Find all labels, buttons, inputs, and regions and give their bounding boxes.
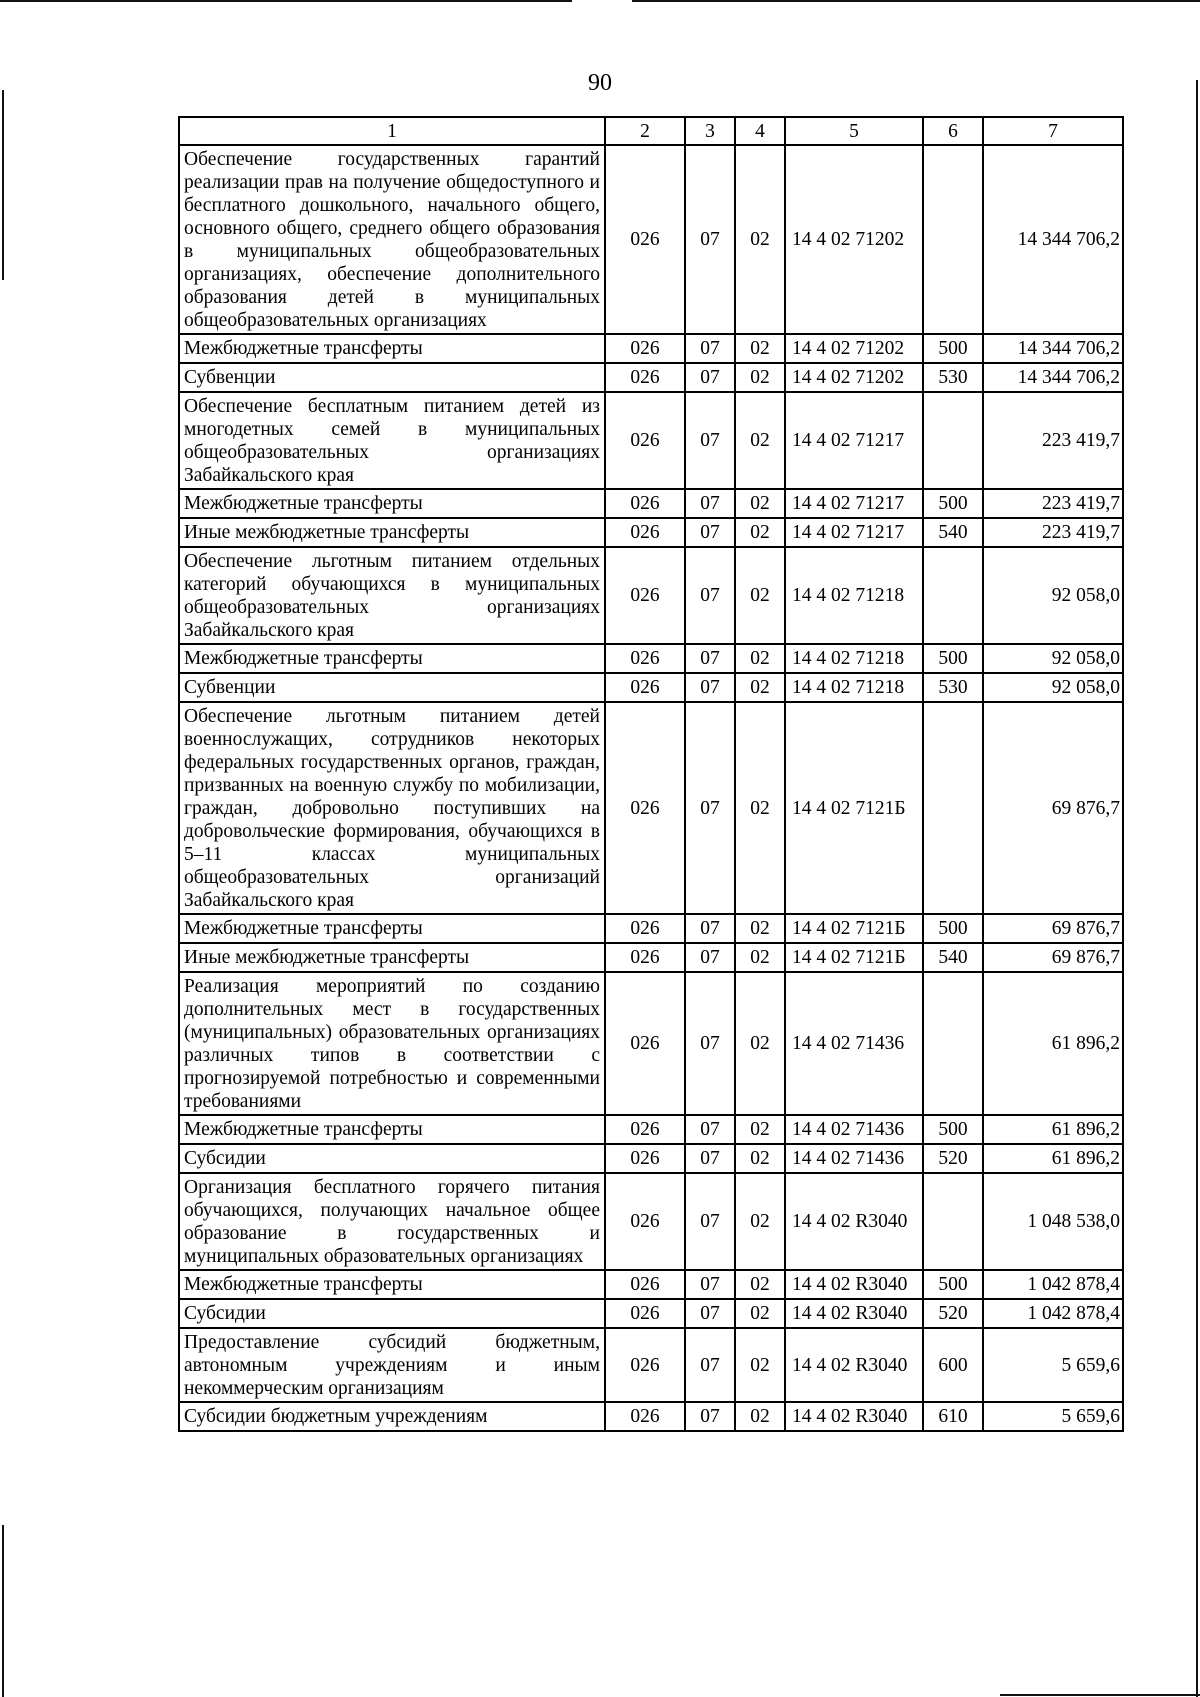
table-row: [179, 673, 1123, 702]
scan-edge-top-left: [0, 0, 572, 2]
row-expense-type: 540: [923, 518, 983, 547]
row-section-code: 07: [685, 392, 735, 489]
row-subsection-code: 02: [735, 943, 785, 972]
row-expense-type: 520: [923, 1144, 983, 1173]
row-subsection-code: 02: [735, 334, 785, 363]
row-amount: 223 419,7: [983, 518, 1123, 547]
row-admin-code: 026: [605, 1402, 685, 1431]
row-expense-type: 600: [923, 1328, 983, 1402]
row-amount: 61 896,2: [983, 1144, 1123, 1173]
table-row: [179, 334, 1123, 363]
row-admin-code: 026: [605, 1115, 685, 1144]
row-target-article: 14 4 02 71217: [785, 489, 923, 518]
row-admin-code: 026: [605, 914, 685, 943]
table-row: [179, 914, 1123, 943]
row-expense-type: 530: [923, 363, 983, 392]
row-section-code: 07: [685, 1299, 735, 1328]
row-description: Межбюджетные трансферты: [179, 489, 605, 518]
row-description: Субсидии: [179, 1299, 605, 1328]
row-subsection-code: 02: [735, 972, 785, 1115]
header-row: [179, 117, 1123, 145]
row-target-article: 14 4 02 7121Б: [785, 943, 923, 972]
row-subsection-code: 02: [735, 1115, 785, 1144]
row-amount: 69 876,7: [983, 702, 1123, 914]
row-amount: 223 419,7: [983, 489, 1123, 518]
table-row: [179, 644, 1123, 673]
row-admin-code: 026: [605, 363, 685, 392]
row-admin-code: 026: [605, 943, 685, 972]
row-expense-type: [923, 145, 983, 334]
row-section-code: 07: [685, 972, 735, 1115]
budget-table: [178, 116, 1124, 1432]
row-expense-type: [923, 1173, 983, 1270]
row-subsection-code: 02: [735, 914, 785, 943]
row-target-article: 14 4 02 71218: [785, 547, 923, 644]
row-description: Иные межбюджетные трансферты: [179, 943, 605, 972]
row-target-article: 14 4 02 71436: [785, 1144, 923, 1173]
row-section-code: 07: [685, 334, 735, 363]
row-admin-code: 026: [605, 673, 685, 702]
row-section-code: 07: [685, 702, 735, 914]
row-description: Обеспечение льготным питанием детей военнослужащих, сотрудников некоторых федеральных государственных органов, граждан, призванных на военную службу по мобилизации, граждан, добровольно поступивших на добровольческие формирования, обучающихся в 5–11 классах муниципальных общеобразовательных организаций Забайкальского края: [179, 702, 605, 914]
table-row: [179, 1173, 1123, 1270]
row-expense-type: 500: [923, 1115, 983, 1144]
row-description: Субвенции: [179, 673, 605, 702]
row-admin-code: 026: [605, 702, 685, 914]
row-admin-code: 026: [605, 644, 685, 673]
table-row: [179, 392, 1123, 489]
table-row: [179, 547, 1123, 644]
row-description: Субсидии бюджетным учреждениям: [179, 1402, 605, 1431]
row-description: Субвенции: [179, 363, 605, 392]
row-target-article: 14 4 02 7121Б: [785, 914, 923, 943]
row-amount: 1 048 538,0: [983, 1173, 1123, 1270]
row-subsection-code: 02: [735, 1173, 785, 1270]
row-amount: 61 896,2: [983, 972, 1123, 1115]
row-admin-code: 026: [605, 1328, 685, 1402]
row-expense-type: 530: [923, 673, 983, 702]
row-subsection-code: 02: [735, 392, 785, 489]
row-subsection-code: 02: [735, 547, 785, 644]
row-description: Межбюджетные трансферты: [179, 334, 605, 363]
row-subsection-code: 02: [735, 145, 785, 334]
row-admin-code: 026: [605, 1270, 685, 1299]
header-col-3: 3: [685, 117, 735, 145]
row-expense-type: 540: [923, 943, 983, 972]
row-admin-code: 026: [605, 1299, 685, 1328]
row-subsection-code: 02: [735, 363, 785, 392]
row-subsection-code: 02: [735, 1328, 785, 1402]
row-target-article: 14 4 02 R3040: [785, 1299, 923, 1328]
scan-edge-bottom-right: [1000, 1694, 1200, 1696]
row-amount: 223 419,7: [983, 392, 1123, 489]
header-col-7: 7: [983, 117, 1123, 145]
row-expense-type: 500: [923, 489, 983, 518]
row-section-code: 07: [685, 644, 735, 673]
row-section-code: 07: [685, 943, 735, 972]
table-row: [179, 943, 1123, 972]
row-target-article: 14 4 02 R3040: [785, 1328, 923, 1402]
row-section-code: 07: [685, 363, 735, 392]
row-amount: 5 659,6: [983, 1402, 1123, 1431]
table-row: [179, 1144, 1123, 1173]
header-col-6: 6: [923, 117, 983, 145]
row-admin-code: 026: [605, 334, 685, 363]
row-expense-type: [923, 392, 983, 489]
row-description: Обеспечение бесплатным питанием детей из многодетных семей в муниципальных общеобразовательных организациях Забайкальского края: [179, 392, 605, 489]
row-amount: 92 058,0: [983, 547, 1123, 644]
row-subsection-code: 02: [735, 489, 785, 518]
row-admin-code: 026: [605, 489, 685, 518]
row-description: Обеспечение государственных гарантий реализации прав на получение общедоступного и бесплатного дошкольного, начального общего, основного общего, среднего общего образования в муниципальных общеобразовательных организациях, обеспечение дополнительного образования детей в муниципальных общеобразовательных организациях: [179, 145, 605, 334]
row-section-code: 07: [685, 1115, 735, 1144]
row-amount: 69 876,7: [983, 943, 1123, 972]
row-amount: 92 058,0: [983, 644, 1123, 673]
row-target-article: 14 4 02 R3040: [785, 1270, 923, 1299]
table-row: [179, 702, 1123, 914]
scan-edge-right: [1196, 80, 1198, 1697]
row-amount: 69 876,7: [983, 914, 1123, 943]
table-row: [179, 1328, 1123, 1402]
row-admin-code: 026: [605, 518, 685, 547]
row-target-article: 14 4 02 71436: [785, 1115, 923, 1144]
row-admin-code: 026: [605, 547, 685, 644]
row-description: Межбюджетные трансферты: [179, 1270, 605, 1299]
row-amount: 1 042 878,4: [983, 1270, 1123, 1299]
row-description: Обеспечение льготным питанием отдельных категорий обучающихся в муниципальных общеобразовательных организациях Забайкальского края: [179, 547, 605, 644]
row-section-code: 07: [685, 1173, 735, 1270]
row-subsection-code: 02: [735, 644, 785, 673]
row-subsection-code: 02: [735, 1402, 785, 1431]
row-admin-code: 026: [605, 1173, 685, 1270]
row-amount: 5 659,6: [983, 1328, 1123, 1402]
row-section-code: 07: [685, 1270, 735, 1299]
table-row: [179, 1115, 1123, 1144]
scan-edge-left: [2, 90, 4, 280]
row-section-code: 07: [685, 489, 735, 518]
row-amount: 14 344 706,2: [983, 145, 1123, 334]
row-section-code: 07: [685, 673, 735, 702]
row-target-article: 14 4 02 71217: [785, 392, 923, 489]
row-description: Субсидии: [179, 1144, 605, 1173]
row-description: Организация бесплатного горячего питания обучающихся, получающих начальное общее образование в государственных и муниципальных образовательных организациях: [179, 1173, 605, 1270]
row-admin-code: 026: [605, 145, 685, 334]
row-description: Иные межбюджетные трансферты: [179, 518, 605, 547]
row-expense-type: [923, 547, 983, 644]
row-subsection-code: 02: [735, 1299, 785, 1328]
row-target-article: 14 4 02 71218: [785, 673, 923, 702]
row-amount: 61 896,2: [983, 1115, 1123, 1144]
header-col-4: 4: [735, 117, 785, 145]
row-section-code: 07: [685, 1144, 735, 1173]
row-expense-type: 520: [923, 1299, 983, 1328]
row-admin-code: 026: [605, 972, 685, 1115]
table-row: [179, 518, 1123, 547]
table-row: [179, 972, 1123, 1115]
table-row: [179, 489, 1123, 518]
table-row: [179, 145, 1123, 334]
row-expense-type: 610: [923, 1402, 983, 1431]
row-section-code: 07: [685, 1402, 735, 1431]
row-subsection-code: 02: [735, 1144, 785, 1173]
row-description: Предоставление субсидий бюджетным, автономным учреждениям и иным некоммерческим организациям: [179, 1328, 605, 1402]
row-target-article: 14 4 02 71202: [785, 334, 923, 363]
header-col-1: 1: [179, 117, 605, 145]
row-subsection-code: 02: [735, 702, 785, 914]
row-description: Реализация мероприятий по созданию дополнительных мест в государственных (муниципальных) образовательных организациях различных типов в соответствии с прогнозируемой потребностью и современными требованиями: [179, 972, 605, 1115]
row-description: Межбюджетные трансферты: [179, 914, 605, 943]
table-row: [179, 1402, 1123, 1431]
row-section-code: 07: [685, 145, 735, 334]
header-col-5: 5: [785, 117, 923, 145]
row-target-article: 14 4 02 R3040: [785, 1173, 923, 1270]
row-subsection-code: 02: [735, 673, 785, 702]
row-target-article: 14 4 02 71202: [785, 363, 923, 392]
row-subsection-code: 02: [735, 518, 785, 547]
row-expense-type: 500: [923, 334, 983, 363]
row-section-code: 07: [685, 1328, 735, 1402]
table-row: [179, 363, 1123, 392]
table-body: [179, 145, 1123, 1431]
row-amount: 1 042 878,4: [983, 1299, 1123, 1328]
scan-edge-top-right: [632, 0, 1200, 2]
row-target-article: 14 4 02 71436: [785, 972, 923, 1115]
row-admin-code: 026: [605, 392, 685, 489]
row-subsection-code: 02: [735, 1270, 785, 1299]
row-expense-type: 500: [923, 644, 983, 673]
row-expense-type: 500: [923, 1270, 983, 1299]
row-amount: 14 344 706,2: [983, 363, 1123, 392]
scan-edge-left-lower: [2, 1525, 4, 1697]
page-number: 90: [588, 70, 612, 96]
row-expense-type: 500: [923, 914, 983, 943]
row-admin-code: 026: [605, 1144, 685, 1173]
row-expense-type: [923, 972, 983, 1115]
table-row: [179, 1270, 1123, 1299]
row-amount: 92 058,0: [983, 673, 1123, 702]
row-amount: 14 344 706,2: [983, 334, 1123, 363]
row-target-article: 14 4 02 R3040: [785, 1402, 923, 1431]
table-row: [179, 1299, 1123, 1328]
row-target-article: 14 4 02 7121Б: [785, 702, 923, 914]
row-section-code: 07: [685, 914, 735, 943]
row-target-article: 14 4 02 71217: [785, 518, 923, 547]
row-description: Межбюджетные трансферты: [179, 1115, 605, 1144]
row-expense-type: [923, 702, 983, 914]
row-target-article: 14 4 02 71202: [785, 145, 923, 334]
row-section-code: 07: [685, 547, 735, 644]
header-col-2: 2: [605, 117, 685, 145]
row-section-code: 07: [685, 518, 735, 547]
row-description: Межбюджетные трансферты: [179, 644, 605, 673]
row-target-article: 14 4 02 71218: [785, 644, 923, 673]
